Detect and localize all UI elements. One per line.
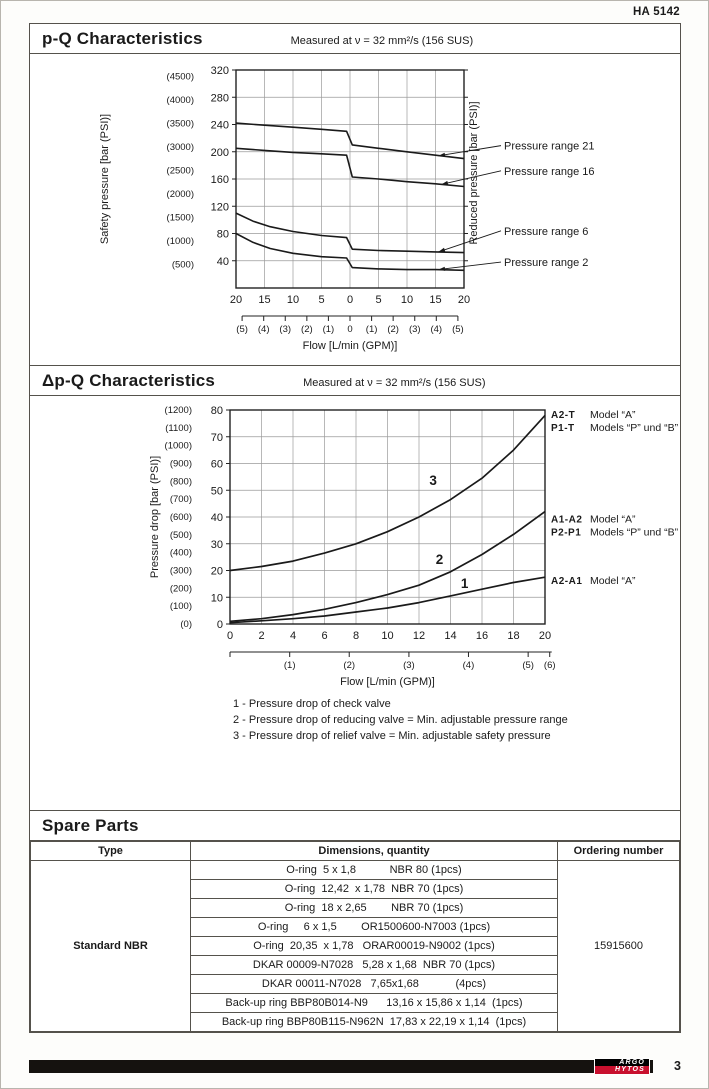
dimension-cell: O-ring 6 x 1,5 OR1500600-N7003 (1pcs) <box>191 918 558 937</box>
dimension-cell: O-ring 20,35 x 1,78 ORAR00019-N9002 (1pcs) <box>191 937 558 956</box>
footer-bar <box>29 1060 653 1073</box>
svg-text:14: 14 <box>444 630 457 642</box>
svg-text:(3): (3) <box>279 324 292 335</box>
svg-text:Flow [L/min (GPM)]: Flow [L/min (GPM)] <box>302 340 398 352</box>
svg-text:Safety pressure [bar (PSI)]: Safety pressure [bar (PSI)] <box>99 113 111 245</box>
svg-text:Pressure drop [bar (PSI)]: Pressure drop [bar (PSI)] <box>149 455 161 579</box>
dpq-measurement-condition: Measured at ν = 32 mm²/s (156 SUS) <box>303 377 486 389</box>
svg-text:(3): (3) <box>403 660 415 671</box>
svg-text:(1): (1) <box>283 660 296 671</box>
dimension-cell: Back-up ring BBP80B014-N9 13,16 x 15,86 x 1,14 (1pcs) <box>191 994 558 1013</box>
svg-text:(500): (500) <box>169 529 192 541</box>
col-type: Type <box>31 842 191 861</box>
legend-line-2: 2 - Pressure drop of reducing valve = Min. adjustable pressure range <box>233 713 568 726</box>
spare-section-header <box>30 811 680 841</box>
svg-text:20: 20 <box>457 294 471 306</box>
section-dpq-characteristics <box>29 365 681 811</box>
svg-text:Pressure range 6: Pressure range 6 <box>504 225 589 238</box>
svg-text:(300): (300) <box>169 565 192 577</box>
svg-text:160: 160 <box>210 174 229 186</box>
svg-text:80: 80 <box>210 405 223 417</box>
svg-text:320: 320 <box>210 65 229 77</box>
svg-text:Model “A”: Model “A” <box>590 513 636 526</box>
svg-text:(4): (4) <box>257 324 270 335</box>
ordering-number-cell: 15915600 <box>558 861 680 1032</box>
svg-text:240: 240 <box>210 119 229 132</box>
svg-text:120: 120 <box>210 201 229 214</box>
svg-text:0: 0 <box>346 294 354 306</box>
svg-text:(4): (4) <box>430 324 443 335</box>
svg-text:(500): (500) <box>171 259 194 271</box>
table-header-row <box>31 842 680 861</box>
dpq-section-title: Δp-Q Characteristics <box>42 371 216 390</box>
svg-text:(0): (0) <box>180 619 192 630</box>
svg-text:(600): (600) <box>169 512 192 523</box>
pq-measurement-condition: Measured at ν = 32 mm²/s (156 SUS) <box>290 35 474 47</box>
svg-text:Reduced pressure [bar (PSI)]: Reduced pressure [bar (PSI)] <box>468 101 480 245</box>
svg-text:(2): (2) <box>343 660 356 671</box>
svg-text:A2-T: A2-T <box>551 410 576 422</box>
type-cell: Standard NBR <box>31 861 191 1032</box>
svg-text:(200): (200) <box>169 583 192 595</box>
table-row <box>31 861 680 880</box>
svg-text:10: 10 <box>400 294 414 306</box>
svg-text:(100): (100) <box>169 601 192 613</box>
svg-text:20: 20 <box>210 565 223 578</box>
section-pq-characteristics <box>29 23 681 366</box>
svg-text:40: 40 <box>216 255 229 268</box>
svg-text:(5): (5) <box>452 324 464 335</box>
svg-text:(1000): (1000) <box>166 236 194 248</box>
pq-chart <box>30 54 681 364</box>
spare-parts-table <box>30 841 680 1032</box>
dimension-cell: O-ring 18 x 2,65 NBR 70 (1pcs) <box>191 899 558 918</box>
svg-text:20: 20 <box>538 630 552 642</box>
svg-text:10: 10 <box>381 630 394 642</box>
svg-text:6: 6 <box>321 630 328 642</box>
svg-text:Model “A”: Model “A” <box>590 409 636 422</box>
doc-number: HA 5142 <box>632 6 680 18</box>
svg-text:200: 200 <box>210 146 229 159</box>
svg-text:(3): (3) <box>408 324 421 335</box>
svg-text:(1500): (1500) <box>166 212 194 224</box>
spare-section-title: Spare Parts <box>42 816 139 835</box>
svg-text:(4): (4) <box>462 660 475 671</box>
svg-text:15: 15 <box>429 294 442 306</box>
col-dimensions: Dimensions, quantity <box>191 842 558 861</box>
svg-text:(4000): (4000) <box>166 95 194 107</box>
svg-text:(1): (1) <box>322 324 335 335</box>
svg-text:0: 0 <box>226 630 234 642</box>
dimension-cell: DKAR 00009-N7028 5,28 x 1,68 NBR 70 (1pcs) <box>191 956 558 975</box>
svg-text:2: 2 <box>258 630 265 642</box>
svg-text:30: 30 <box>210 538 223 551</box>
footer <box>29 1059 681 1073</box>
svg-text:18: 18 <box>507 630 520 642</box>
svg-text:P1-T: P1-T <box>551 423 575 435</box>
svg-text:(1100): (1100) <box>165 422 192 434</box>
svg-text:(4500): (4500) <box>166 71 194 83</box>
svg-text:(900): (900) <box>169 458 192 470</box>
dpq-chart <box>30 396 681 693</box>
svg-text:10: 10 <box>286 294 300 306</box>
page-number: 3 <box>674 1059 681 1073</box>
svg-text:280: 280 <box>210 92 229 105</box>
svg-text:Pressure range 16: Pressure range 16 <box>504 165 595 178</box>
dimension-cell: O-ring 5 x 1,8 NBR 80 (1pcs) <box>191 861 558 880</box>
svg-text:0: 0 <box>347 324 353 335</box>
svg-text:16: 16 <box>475 630 489 642</box>
svg-text:(2): (2) <box>387 324 399 335</box>
section-spare-parts <box>29 810 681 1033</box>
pq-section-title: p-Q Characteristics <box>42 29 203 48</box>
svg-text:(800): (800) <box>169 476 192 488</box>
dimension-cell: O-ring 12,42 x 1,78 NBR 70 (1pcs) <box>191 880 558 899</box>
svg-text:2: 2 <box>435 551 444 567</box>
svg-text:40: 40 <box>210 512 223 524</box>
svg-text:5: 5 <box>318 294 325 306</box>
logo-hytos-text: HYTOS <box>595 1066 649 1074</box>
svg-text:Pressure range 2: Pressure range 2 <box>504 257 589 270</box>
svg-text:P2-P1: P2-P1 <box>551 527 582 539</box>
svg-text:(1200): (1200) <box>164 405 192 416</box>
svg-text:70: 70 <box>210 431 223 444</box>
svg-text:(2500): (2500) <box>166 165 194 177</box>
legend-line-1: 1 - Pressure drop of check valve <box>233 698 391 710</box>
svg-text:Models “P” und “B”: Models “P” und “B” <box>590 422 679 435</box>
svg-text:Pressure range 21: Pressure range 21 <box>504 140 595 153</box>
svg-text:A1-A2: A1-A2 <box>551 514 583 526</box>
pq-section-header <box>30 24 680 54</box>
svg-text:(2): (2) <box>301 324 313 335</box>
svg-text:50: 50 <box>210 485 223 498</box>
svg-text:4: 4 <box>289 630 297 642</box>
svg-text:5: 5 <box>375 294 382 306</box>
svg-text:(3500): (3500) <box>166 118 194 130</box>
svg-text:8: 8 <box>352 630 360 642</box>
svg-text:(2000): (2000) <box>166 189 194 201</box>
dpq-section-header <box>30 366 680 396</box>
curve-legend <box>233 697 680 745</box>
svg-text:10: 10 <box>210 592 223 605</box>
svg-text:60: 60 <box>210 458 223 471</box>
dimension-cell: Back-up ring BBP80B115-N962N 17,83 x 22,19 x 1,14 (1pcs) <box>191 1013 558 1032</box>
svg-text:(5): (5) <box>236 324 248 335</box>
svg-text:12: 12 <box>412 630 426 642</box>
svg-text:Models “P” und “B”: Models “P” und “B” <box>590 526 679 539</box>
argo-hytos-logo <box>594 1058 650 1075</box>
logo-argo-text: ARGO <box>595 1059 649 1067</box>
legend-line-3: 3 - Pressure drop of relief valve = Min. adjustable safety pressure <box>233 729 551 742</box>
svg-text:20: 20 <box>229 294 243 306</box>
svg-text:Flow [L/min (GPM)]: Flow [L/min (GPM)] <box>340 676 435 688</box>
svg-text:1: 1 <box>460 575 469 591</box>
svg-text:(1): (1) <box>365 324 378 335</box>
svg-text:0: 0 <box>216 619 223 631</box>
svg-text:A2-A1: A2-A1 <box>551 575 583 587</box>
svg-text:(400): (400) <box>169 547 192 559</box>
svg-text:3: 3 <box>429 472 437 488</box>
svg-text:(3000): (3000) <box>166 142 194 154</box>
dimension-cell: DKAR 00011-N7028 7,65x1,68 (4pcs) <box>191 975 558 994</box>
col-ordering-number: Ordering number <box>558 842 680 861</box>
svg-text:(1000): (1000) <box>164 440 192 452</box>
svg-text:(5): (5) <box>522 660 534 671</box>
svg-text:80: 80 <box>216 228 229 241</box>
svg-text:Model “A”: Model “A” <box>590 574 636 587</box>
svg-text:15: 15 <box>258 294 271 306</box>
svg-text:(700): (700) <box>169 494 192 506</box>
svg-text:(6): (6) <box>543 660 556 671</box>
